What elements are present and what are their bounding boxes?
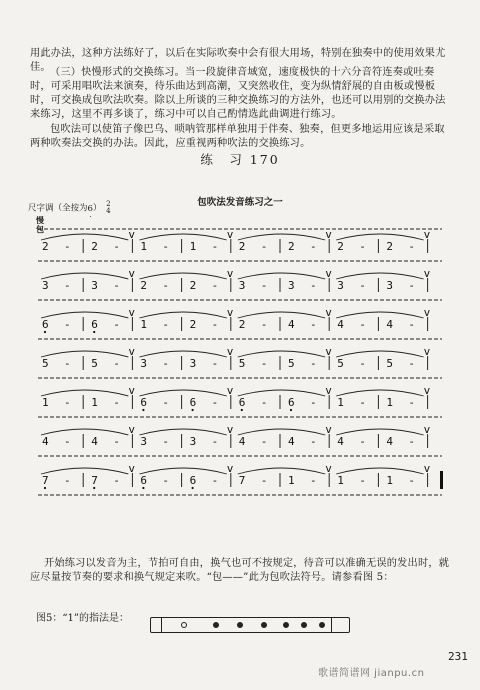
dash: - <box>408 279 416 292</box>
note: 1 <box>288 474 295 487</box>
note: 4 <box>42 435 49 448</box>
dash: - <box>408 396 416 409</box>
paragraph-2: （三）快慢形式的交换练习。当一段旋律音域宽，速度极快的十六分音符连奏或吐奏时，可采用唱吹法来演奏，待乐曲达到高潮，又突然收住，变为纵情舒展的自由板或慢板时，可交换成包吹法吹奏。除以上所谈的三种交换练习的方法外，也还可以用别的交换办法来练习，这里不再多谈了，练习中可以自己酌情选此曲调进行练习。 <box>30 67 446 120</box>
dash: - <box>260 435 268 448</box>
dash: - <box>162 435 170 448</box>
final-barline <box>440 471 443 489</box>
technique-mark: 包 <box>36 224 44 234</box>
note: 7 <box>42 474 49 487</box>
breath-mark: v <box>226 423 234 436</box>
note: 5 <box>238 357 246 370</box>
note: 5 <box>337 357 344 370</box>
low-octave-dot <box>93 487 95 489</box>
dash: - <box>113 357 120 370</box>
note: 6 <box>42 318 49 331</box>
dash: - <box>260 240 268 253</box>
exercise-title: 练 习 170 <box>200 152 280 167</box>
dash: - <box>113 240 120 253</box>
dash: - <box>211 474 219 487</box>
note: 2 <box>288 240 295 253</box>
note: 2 <box>42 240 49 253</box>
breath-mark: v <box>423 267 431 280</box>
dash: - <box>211 279 219 292</box>
note: 6 <box>140 396 148 409</box>
breath-mark: v <box>128 462 136 475</box>
low-octave-dot <box>142 487 144 489</box>
note: 3 <box>140 435 148 448</box>
breath-mark: v <box>128 306 136 319</box>
exercise-subtitle: 包吹法发音练习之一 <box>197 197 283 208</box>
breath-mark: v <box>226 384 234 397</box>
finger-hole <box>301 622 307 628</box>
breath-mark: v <box>128 423 136 436</box>
breath-mark: v <box>226 228 234 241</box>
note: 1 <box>140 318 148 331</box>
paragraph-3: 包吹法可以使笛子像巴乌、唢呐管那样单独用于伴奏、独奏，但更多地运用应该是采取两种吹奏法交换的办法。因此，应重视两种吹法的交换练习。 <box>30 124 445 149</box>
dash: - <box>359 357 366 370</box>
dash: - <box>64 240 71 253</box>
dash: - <box>260 279 268 292</box>
time-top: 2 <box>106 200 111 208</box>
note: 2 <box>140 279 148 292</box>
low-octave-dot <box>142 409 144 411</box>
dash: - <box>260 318 268 331</box>
note: 3 <box>337 279 344 292</box>
dash: - <box>162 357 170 370</box>
breath-mark: v <box>128 267 136 280</box>
low-octave-dot <box>44 331 46 333</box>
note: 3 <box>189 357 197 370</box>
flute-end-right <box>331 618 337 632</box>
dash: - <box>64 279 71 292</box>
breath-mark: v <box>128 228 136 241</box>
note: 2 <box>189 318 197 331</box>
dash: - <box>359 474 366 487</box>
dash: - <box>162 318 170 331</box>
key-text: 尺字调（全按为 <box>28 203 88 214</box>
low-octave-dot <box>93 331 95 333</box>
note: 1 <box>386 396 394 409</box>
note: 6 <box>189 474 197 487</box>
note: 1 <box>140 240 148 253</box>
paragraph-1: 用此办法，这种方法练好了，以后在实际吹奏中会有很大用场，特别在独奏中的使用效果尤佳。 <box>30 48 446 73</box>
dash: - <box>162 474 170 487</box>
flute-fingering-diagram <box>150 617 350 633</box>
finger-hole <box>237 622 243 628</box>
dash: - <box>310 240 317 253</box>
finger-hole <box>213 622 219 628</box>
breath-mark: v <box>325 384 332 397</box>
dash: - <box>113 279 120 292</box>
note: 6 <box>238 396 246 409</box>
flute-end-left <box>161 618 167 632</box>
dash: - <box>64 396 71 409</box>
breath-mark: v <box>226 462 234 475</box>
finger-hole <box>319 622 325 628</box>
dash: - <box>211 396 219 409</box>
dash: - <box>310 279 317 292</box>
note: 3 <box>288 279 295 292</box>
note: 6 <box>140 474 148 487</box>
breath-mark: v <box>226 345 234 358</box>
note: 1 <box>42 396 49 409</box>
breath-mark: v <box>325 462 332 475</box>
note: 4 <box>386 435 394 448</box>
breath-mark: v <box>325 345 332 358</box>
dash: - <box>64 357 71 370</box>
note: 5 <box>42 357 49 370</box>
dash: - <box>310 396 317 409</box>
note: 2 <box>189 279 197 292</box>
dash: - <box>359 279 366 292</box>
note: 2 <box>91 240 98 253</box>
note: 5 <box>288 357 295 370</box>
dash: - <box>162 396 170 409</box>
note: 1 <box>337 474 344 487</box>
finger-hole <box>261 622 267 628</box>
note: 1 <box>189 240 197 253</box>
dash: - <box>211 435 219 448</box>
key-note: 6 · <box>87 203 93 221</box>
low-octave-dot <box>44 487 46 489</box>
breath-mark: v <box>325 423 332 436</box>
note: 1 <box>337 396 344 409</box>
dash: - <box>113 396 120 409</box>
note: 4 <box>288 435 295 448</box>
dash: - <box>162 240 170 253</box>
dash: - <box>64 474 71 487</box>
note: 3 <box>189 435 197 448</box>
dash: - <box>359 240 366 253</box>
dash: - <box>310 357 317 370</box>
note: 1 <box>91 396 98 409</box>
finger-hole <box>181 622 187 628</box>
key-end: ） <box>92 203 102 214</box>
low-octave-dot <box>241 409 243 411</box>
note: 1 <box>386 474 394 487</box>
tempo-mark: 慢 <box>36 215 44 225</box>
note: 6 <box>288 396 295 409</box>
note: 2 <box>337 240 344 253</box>
dash: - <box>162 279 170 292</box>
breath-mark: v <box>128 345 136 358</box>
dash: - <box>408 318 416 331</box>
note: 6 <box>189 396 197 409</box>
breath-mark: v <box>423 423 431 436</box>
note: 4 <box>288 318 295 331</box>
note: 7 <box>91 474 98 487</box>
breath-mark: v <box>226 306 234 319</box>
breath-mark: v <box>423 384 431 397</box>
finger-hole <box>283 622 289 628</box>
note: 4 <box>238 435 246 448</box>
note: 3 <box>91 279 98 292</box>
note: 5 <box>91 357 98 370</box>
dash: - <box>260 357 268 370</box>
dash: - <box>211 318 219 331</box>
breath-mark: v <box>128 384 136 397</box>
note: 6 <box>91 318 98 331</box>
low-octave-dot <box>290 409 292 411</box>
paragraph-4: 开始练习以发音为主，节拍可自由，换气也可不按规定，待音可以准确无误的发出时，就应尽量按节奏的要求和换气规定来吹。“包——”此为包吹法符号。请参看图 5： <box>30 558 450 583</box>
breath-mark: v <box>423 228 431 241</box>
figure-label: 图5：“1”的指法是： <box>36 613 129 624</box>
dash: - <box>64 318 71 331</box>
low-octave-dot <box>192 487 194 489</box>
dash: - <box>408 474 416 487</box>
note: 2 <box>386 240 394 253</box>
dash: - <box>113 318 120 331</box>
dash: - <box>113 474 120 487</box>
note: 4 <box>91 435 98 448</box>
dash: - <box>408 435 416 448</box>
breath-mark: v <box>423 306 431 319</box>
note: 3 <box>386 279 394 292</box>
dash: - <box>408 240 416 253</box>
dash: - <box>310 435 317 448</box>
dash: - <box>64 435 71 448</box>
breath-mark: v <box>325 267 332 280</box>
breath-mark: v <box>423 462 431 475</box>
note: 5 <box>386 357 394 370</box>
dash: - <box>260 474 268 487</box>
note: 2 <box>238 318 246 331</box>
breath-mark: v <box>226 267 234 280</box>
breath-mark: v <box>325 228 332 241</box>
note: 2 <box>238 240 246 253</box>
note: 7 <box>238 474 246 487</box>
note: 3 <box>238 279 246 292</box>
dash: - <box>211 240 219 253</box>
dash: - <box>359 396 366 409</box>
low-octave-dot: · <box>89 212 92 221</box>
note: 4 <box>337 318 344 331</box>
note: 3 <box>42 279 49 292</box>
page-number: 231 <box>448 650 468 663</box>
note: 4 <box>386 318 394 331</box>
note: 3 <box>140 357 148 370</box>
watermark: 歌谱简谱网 jianpu.cn <box>318 668 425 679</box>
dash: - <box>310 318 317 331</box>
breath-mark: v <box>423 345 431 358</box>
note: 4 <box>337 435 344 448</box>
dash: - <box>408 357 416 370</box>
dash: - <box>359 318 366 331</box>
dash: - <box>211 357 219 370</box>
low-octave-dot <box>192 409 194 411</box>
dash: - <box>260 396 268 409</box>
time-bottom: 4 <box>106 207 111 215</box>
breath-mark: v <box>325 306 332 319</box>
dash: - <box>359 435 366 448</box>
dash: - <box>310 474 317 487</box>
dash: - <box>113 435 120 448</box>
